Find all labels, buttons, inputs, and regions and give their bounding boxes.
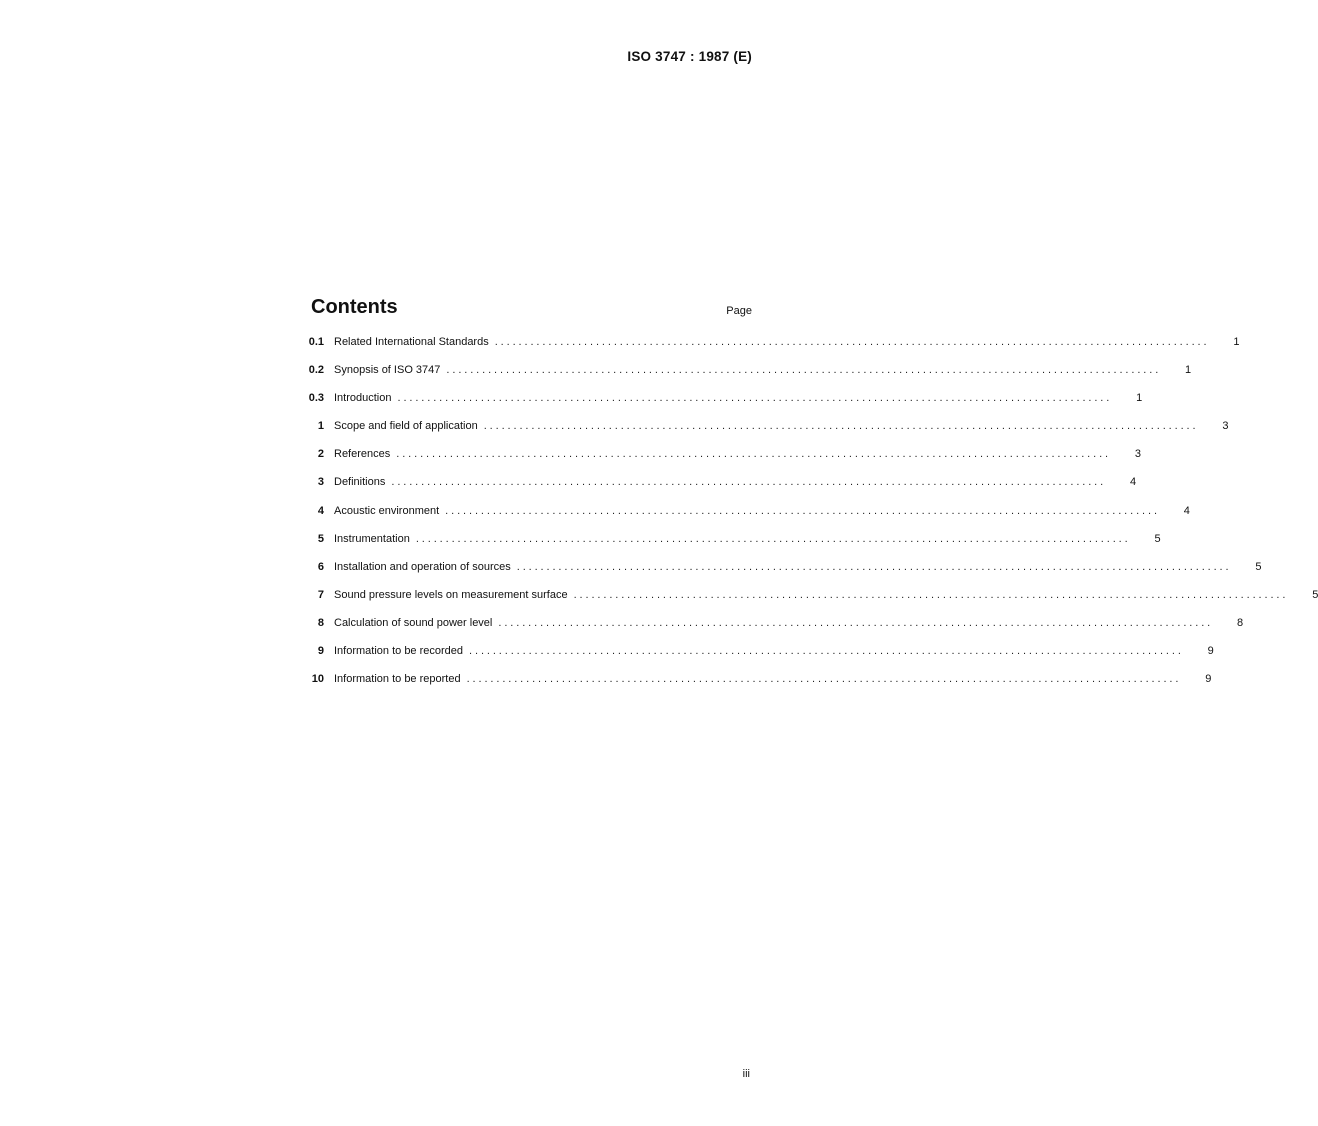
toc-entry[interactable]: [300, 673, 1212, 701]
toc-entry-label: Calculation of sound power level: [334, 616, 493, 629]
toc-entry[interactable]: [300, 336, 1240, 364]
toc-entry-label: Related International Standards: [334, 336, 489, 348]
dot-leader: ........................................................................................................................: [498, 616, 1214, 629]
dot-leader: ........................................................................................................................: [415, 532, 1131, 545]
contents-title: Contents: [311, 296, 398, 318]
dot-leader: ........................................................................................................................: [396, 448, 1112, 461]
dot-leader: ........................................................................................................................: [445, 504, 1160, 517]
toc-entry-number: 6: [317, 560, 324, 573]
toc-entry[interactable]: [300, 645, 1214, 673]
toc-entry-label: Information to be recorded: [334, 645, 464, 658]
toc-entry-label: Instrumentation: [334, 532, 410, 545]
toc-entry-page: 8: [1237, 616, 1244, 629]
toc-entry-page: 1: [1185, 364, 1192, 377]
toc-entry[interactable]: [300, 420, 1229, 448]
dot-leader: ........................................................................................................................: [469, 645, 1184, 658]
toc-entry-page: 1: [1136, 392, 1143, 405]
toc-entry-number: 10: [311, 673, 324, 686]
toc-entry-number: 0.3: [308, 392, 324, 405]
dot-leader: ........................................................................................................................: [573, 588, 1289, 601]
dot-leader: ........................................................................................................................: [391, 476, 1107, 489]
toc-entry[interactable]: [300, 448, 1142, 476]
toc-entry[interactable]: [300, 532, 1161, 561]
dot-leader: ........................................................................................................................: [466, 673, 1182, 686]
dot-leader: ........................................................................................................................: [494, 336, 1210, 348]
toc-entry[interactable]: [300, 616, 1244, 645]
toc-entry-number: 2: [317, 448, 324, 461]
toc-entry-label: Scope and field of application: [334, 420, 478, 433]
toc-entry-label: Definitions: [334, 476, 386, 489]
toc-entry-label: Installation and operation of sources: [334, 560, 511, 573]
toc-entry-page: 4: [1129, 476, 1137, 489]
toc-entry-number: 0.2: [308, 364, 324, 377]
toc-entry-page: 1: [1233, 336, 1240, 348]
toc-entry-label: Sound pressure levels on measurement surface: [334, 588, 568, 601]
toc-entry-number: 3: [317, 476, 324, 489]
dot-leader: ........................................................................................................................: [397, 392, 1113, 405]
toc-entry-page: 3: [1134, 448, 1142, 461]
toc-entry-number: 4: [317, 504, 324, 517]
toc-entry-number: 5: [317, 532, 324, 545]
page-column-label: Page: [726, 305, 752, 317]
toc-entry[interactable]: [300, 560, 1262, 589]
dot-leader: ........................................................................................................................: [446, 364, 1162, 377]
document-designation: ISO 3747 : 1987 (E): [627, 49, 752, 64]
toc-entry-number: 9: [317, 645, 324, 658]
toc-entry-page: 9: [1207, 645, 1214, 658]
toc-entry[interactable]: [300, 476, 1137, 504]
toc-entry-page: 9: [1205, 673, 1212, 686]
toc-entry-page: 3: [1222, 420, 1229, 433]
toc-entry-label: Acoustic environment: [334, 504, 440, 517]
toc-entry-page: 4: [1183, 504, 1190, 517]
toc-entry-label: References: [334, 448, 391, 461]
dot-leader: ........................................................................................................................: [483, 420, 1199, 433]
toc-entry[interactable]: [300, 588, 1318, 617]
toc-entry-number: 8: [317, 616, 324, 629]
toc-entry[interactable]: [300, 364, 1192, 392]
toc-entry[interactable]: [300, 392, 1143, 420]
toc-entry-number: 0.1: [308, 336, 324, 348]
table-of-contents: [300, 336, 1318, 701]
toc-entry-label: Introduction: [334, 392, 392, 405]
toc-entry-number: 7: [317, 588, 324, 601]
toc-entry-page: 5: [1255, 560, 1262, 573]
toc-entry-page: 5: [1154, 532, 1161, 545]
toc-entry-page: 5: [1312, 588, 1318, 601]
toc-entry-label: Information to be reported: [334, 673, 461, 686]
toc-entry-label: Synopsis of ISO 3747: [334, 364, 441, 377]
page-number: iii: [742, 1068, 750, 1080]
toc-entry[interactable]: [300, 504, 1190, 533]
toc-entry-number: 1: [317, 420, 324, 433]
dot-leader: ........................................................................................................................: [516, 560, 1232, 573]
